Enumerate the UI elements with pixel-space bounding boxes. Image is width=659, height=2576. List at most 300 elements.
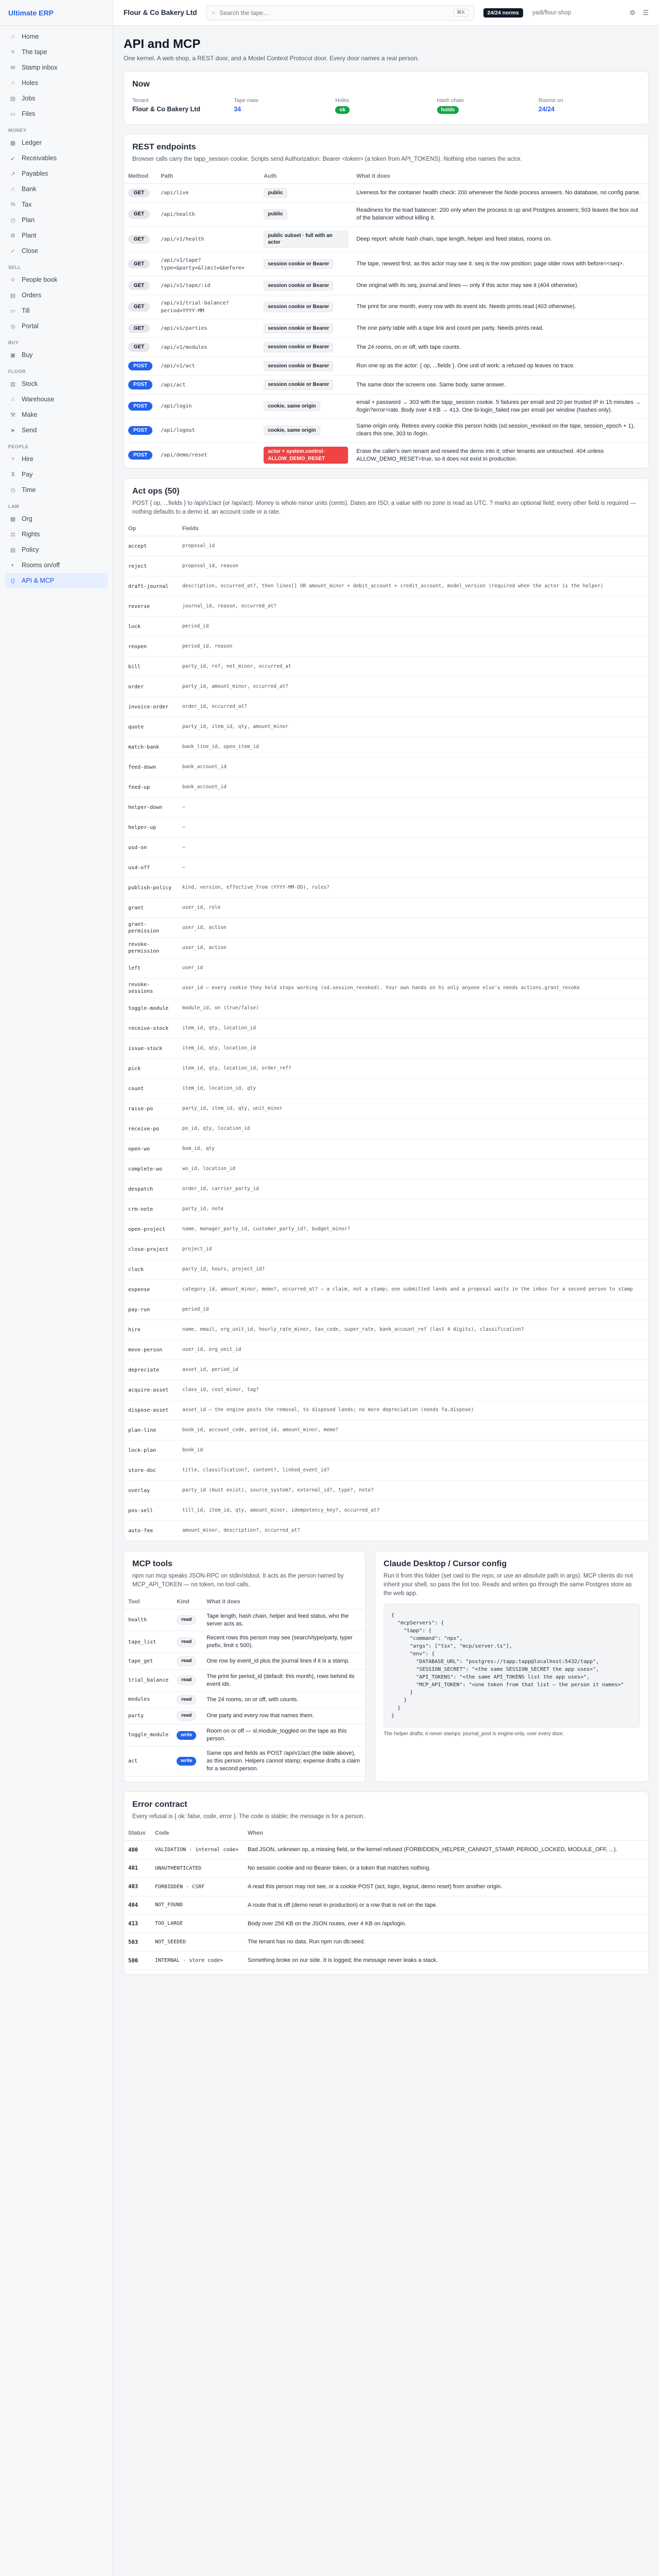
tool-description: One party and every row that names them.	[202, 1708, 365, 1724]
brand-logo[interactable]: Ultimate ERP	[0, 0, 113, 26]
sidebar-item-portal[interactable]	[5, 318, 108, 334]
mcp-tool-row	[124, 1746, 365, 1776]
main-content	[113, 26, 659, 1986]
op-fields: bank_line_id, open_item_id	[178, 737, 648, 757]
auth-badge: cookie, same origin	[264, 401, 320, 412]
op-name: open-wo	[124, 1139, 178, 1159]
endpoint-column-header: Auth	[259, 169, 352, 184]
op-fields: bank_account_id	[178, 757, 648, 777]
op-fields: party_id (must exist), source_system?, external_id?, type?, note?	[178, 1481, 648, 1501]
people-book-icon: ☺	[10, 277, 16, 283]
nav-section-label: SELL	[8, 265, 22, 270]
op-name: revoke-sessions	[124, 978, 178, 998]
now-stat-label: Rooms on	[538, 97, 563, 104]
error-code: TOO_LARGE	[151, 1914, 244, 1933]
op-fields: asset_id, period_id	[178, 1360, 648, 1380]
method-badge: POST	[128, 426, 152, 435]
nav-section-label: BUY	[8, 340, 19, 345]
op-fields: amount_minor, description?, occurred_at?	[178, 1521, 648, 1541]
tool-kind-badge: read	[177, 1637, 196, 1647]
endpoint-path: /api/demo/reset	[161, 452, 207, 459]
op-fields: —	[178, 838, 648, 858]
op-fields: asset_id — the engine posts the removal, to disposed lands; no more depreciation (needs fa.dispose)	[178, 1400, 648, 1420]
op-fields: party_id, hours, project_id?	[178, 1260, 648, 1280]
endpoint-row	[124, 394, 648, 418]
sidebar-item-stock[interactable]	[5, 376, 108, 392]
op-row	[124, 1360, 648, 1380]
search-input[interactable]	[219, 9, 449, 16]
op-row	[124, 1380, 648, 1400]
op-fields: user_id — every cookie they hold stops working (sd.session_revoked). Your own hands on hi only anyone else's needs actions.grant_revoke	[178, 978, 648, 998]
op-name: reopen	[124, 637, 178, 657]
now-stat-text: ok	[335, 106, 350, 114]
sidebar-item-jobs[interactable]	[5, 91, 108, 106]
rest-title: REST endpoints	[132, 143, 196, 151]
method-cell	[124, 443, 157, 468]
errors-table	[124, 1826, 648, 1970]
op-name: reverse	[124, 597, 178, 617]
endpoint-row	[124, 418, 648, 443]
auth-badge: session cookie or Bearer	[264, 380, 333, 390]
method-badge: POST	[128, 380, 152, 389]
endpoint-description: Same-origin only. Retires every cookie this person holds (sd.session_revoked on the tape, session_epoch + 1), clears this one, 303 to /login.	[352, 418, 648, 443]
path-cell	[157, 252, 259, 276]
op-row	[124, 1199, 648, 1219]
ops-column-header: Op	[124, 521, 178, 536]
endpoint-path: /api/login	[161, 403, 192, 410]
sidebar-item-label: Plant	[22, 232, 37, 239]
op-row	[124, 777, 648, 798]
tool-kind-cell	[172, 1631, 202, 1653]
ops-table	[124, 521, 648, 1541]
now-card	[124, 71, 649, 125]
auth-badge: session cookie or Bearer	[264, 361, 333, 371]
path-cell	[157, 183, 259, 202]
error-row	[124, 1952, 648, 1970]
op-row	[124, 958, 648, 978]
op-name: depreciate	[124, 1360, 178, 1380]
endpoint-path: /api/v1/modules	[161, 344, 207, 350]
method-badge: POST	[128, 451, 152, 460]
auth-badge: session cookie or Bearer	[264, 302, 333, 312]
nav-section-label: LAW	[8, 504, 20, 509]
op-fields: order_id, occurred_at?	[178, 697, 648, 717]
sidebar-item-people-book[interactable]	[5, 272, 108, 287]
menu-icon[interactable]: ☰	[643, 8, 649, 16]
receivables-icon: ↙	[10, 155, 15, 162]
sidebar-item-label: Pay	[22, 471, 33, 478]
op-fields: —	[178, 858, 648, 878]
method-cell	[124, 338, 157, 357]
op-name: clock	[124, 1260, 178, 1280]
sidebar-item-home[interactable]	[5, 29, 108, 44]
sidebar-item-files[interactable]	[5, 106, 108, 122]
op-name: overlay	[124, 1481, 178, 1501]
op-row	[124, 1260, 648, 1280]
sidebar-item-buy[interactable]	[5, 347, 108, 363]
orders-icon: ▤	[10, 292, 16, 299]
op-row	[124, 858, 648, 878]
sidebar-item-plant[interactable]	[5, 228, 108, 243]
endpoint-path: /api/v1/parties	[161, 326, 207, 332]
error-status: 500	[124, 1952, 151, 1970]
op-row	[124, 737, 648, 757]
sidebar-item-policy[interactable]	[5, 542, 108, 557]
endpoint-row	[124, 376, 648, 395]
error-when: A read this person may not see, or a cookie POST (act, login, logout, demo reset) from another origin.	[244, 1877, 648, 1896]
method-cell	[124, 357, 157, 376]
tool-kind-cell	[172, 1746, 202, 1776]
op-name: toggle-module	[124, 998, 178, 1019]
auth-cell	[259, 252, 352, 276]
endpoint-column-header: Path	[157, 169, 259, 184]
path-cell	[157, 418, 259, 443]
endpoint-row	[124, 295, 648, 319]
sidebar-item-label: Orders	[22, 292, 42, 299]
auth-cell	[259, 357, 352, 376]
shortcut-hint: ⌘K	[454, 9, 469, 16]
op-row	[124, 998, 648, 1019]
endpoint-row	[124, 202, 648, 227]
payables-icon: ↗	[10, 171, 15, 177]
now-stat-value	[539, 106, 635, 113]
sidebar-item-close[interactable]	[5, 243, 108, 259]
auth-cell	[259, 338, 352, 357]
warehouse-icon: ⌂	[11, 396, 15, 402]
op-name: match-bank	[124, 737, 178, 757]
page-subtitle: One kernel. A web shop, a REST door, and a Model Context Protocol door. Every door names a real person.	[124, 55, 420, 62]
path-cell	[157, 202, 259, 227]
sidebar-item-payables[interactable]	[5, 166, 108, 181]
op-name: lock	[124, 617, 178, 637]
error-code: INTERNAL · store code>	[151, 1952, 244, 1970]
now-stat-label: Tenant	[132, 97, 149, 104]
sidebar-item-ledger[interactable]	[5, 135, 108, 150]
op-row	[124, 757, 648, 777]
sidebar-item-till[interactable]	[5, 303, 108, 318]
tool-name: modules	[124, 1691, 172, 1708]
auth-cell	[259, 226, 352, 252]
sidebar-item-holes[interactable]	[5, 75, 108, 91]
op-fields: project_id	[178, 1240, 648, 1260]
op-row	[124, 1119, 648, 1139]
sidebar-item-rooms-on-off[interactable]	[5, 557, 108, 573]
auth-cell	[259, 418, 352, 443]
sidebar-item-label: Org	[22, 515, 32, 522]
sidebar-item-label: Payables	[22, 170, 48, 177]
op-row	[124, 898, 648, 918]
endpoint-path: /api/act	[161, 382, 186, 388]
mcp-desc: npm run mcp speaks JSON-RPC on stdin/stdout. It acts as the person named by MCP_API_TOKEN — no token, no tool calls.	[132, 1573, 344, 1588]
settings-icon[interactable]: ⚙	[629, 8, 636, 16]
op-row	[124, 657, 648, 677]
errors-title: Error contract	[132, 1800, 187, 1809]
op-fields: name, email, org_unit_id, hourly_rate_minor, tax_code, super_rate, bank_account_ref (last 4 digits), classification?	[178, 1320, 648, 1340]
tenant-slug[interactable]: yadi/flour-shop	[532, 9, 571, 16]
auth-badge: actor + system.control · ALLOW_DEMO_RESET	[264, 447, 348, 464]
error-code: NOT_FOUND	[151, 1896, 244, 1914]
op-fields: user_id	[178, 958, 648, 978]
tool-kind-cell	[172, 1653, 202, 1670]
op-row	[124, 697, 648, 717]
path-cell	[157, 319, 259, 338]
op-name: accept	[124, 536, 178, 556]
auth-badge: session cookie or Bearer	[264, 281, 333, 291]
tool-kind-badge: read	[177, 1675, 196, 1685]
op-row	[124, 1320, 648, 1340]
sidebar-item-label: People book	[22, 276, 58, 283]
op-name: usd-off	[124, 858, 178, 878]
op-fields: party_id, note	[178, 1199, 648, 1219]
tool-kind-badge: write	[177, 1731, 196, 1740]
op-name: lock-plan	[124, 1440, 178, 1461]
mcp-tool-row	[124, 1609, 365, 1631]
sidebar-item-api-mcp[interactable]	[5, 573, 108, 588]
method-badge: GET	[128, 189, 150, 198]
path-cell	[157, 276, 259, 295]
op-name: plan-line	[124, 1420, 178, 1440]
sidebar-item-label: Bank	[22, 185, 37, 193]
error-status: 503	[124, 1933, 151, 1952]
endpoint-description: The one party table with a tape link and count per party. Needs prints.read.	[352, 319, 648, 338]
now-stat-label: Hash chain	[437, 97, 464, 104]
sidebar-item-warehouse[interactable]	[5, 392, 108, 407]
auth-badge: session cookie or Bearer	[264, 259, 333, 269]
op-fields: item_id, location_id, qty	[178, 1079, 648, 1099]
path-cell	[157, 338, 259, 357]
op-fields: item_id, qty, location_id	[178, 1039, 648, 1059]
norms-badge[interactable]: 24/24 norms	[483, 8, 523, 18]
op-row	[124, 1079, 648, 1099]
error-status: 400	[124, 1841, 151, 1859]
rest-desc: Browser calls carry the tapp_session cookie. Scripts send Authorization: Bearer <token> (a token from API_TOKENS). Nothing else names the actor.	[132, 156, 522, 162]
op-fields: user_id, action	[178, 938, 648, 958]
plan-icon: ◷	[10, 217, 15, 224]
auth-cell	[259, 319, 352, 338]
endpoint-description: Readiness for the load balancer: 200 only when the process is up and Postgres answers; 503 leaves the box out of the balancer without killing it.	[352, 202, 648, 227]
op-name: raise-po	[124, 1099, 178, 1119]
tool-kind-cell	[172, 1609, 202, 1631]
now-stat-text[interactable]: 34	[234, 106, 241, 113]
sidebar-item-tax[interactable]	[5, 197, 108, 212]
endpoint-description: The print for one month, every row with its event ids. Needs prints.read (403 otherwise).	[352, 295, 648, 319]
sidebar-item-org[interactable]	[5, 511, 108, 527]
op-name: usd-on	[124, 838, 178, 858]
plant-icon: ⚙	[10, 232, 15, 239]
op-fields: party_id, item_id, qty, amount_minor	[178, 717, 648, 737]
sidebar-item-pay[interactable]	[5, 467, 108, 482]
tool-kind-badge: write	[177, 1757, 196, 1766]
tool-description: The print for period_id (default: this month), rows behind its event ids.	[202, 1669, 365, 1691]
claude-card	[375, 1551, 649, 1782]
op-name: complete-wo	[124, 1159, 178, 1179]
sidebar-item-rights[interactable]	[5, 527, 108, 542]
tool-name: tape_list	[124, 1631, 172, 1653]
mcp-tool-row	[124, 1691, 365, 1708]
tool-description: Same ops and fields as POST /api/v1/act (the table above), as this person. Helpers cannot stamp; expense drafts a claim for a second person.	[202, 1746, 365, 1776]
op-row	[124, 798, 648, 818]
sidebar-item-label: Send	[22, 427, 37, 434]
tool-name: tape_get	[124, 1653, 172, 1670]
op-fields: proposal_id, reason	[178, 556, 648, 577]
op-row	[124, 1400, 648, 1420]
sidebar-item-make[interactable]	[5, 407, 108, 422]
sidebar-item-send[interactable]	[5, 422, 108, 438]
op-row	[124, 1219, 648, 1240]
op-row	[124, 1179, 648, 1199]
sidebar-item-time[interactable]	[5, 482, 108, 498]
error-when: A route that is off (demo reset in production) or a row that is not on the tape.	[244, 1896, 648, 1914]
method-badge: POST	[128, 402, 152, 411]
op-fields: wo_id, location_id	[178, 1159, 648, 1179]
op-name: helper-down	[124, 798, 178, 818]
auth-badge: cookie, same origin	[264, 426, 320, 436]
op-name: grant	[124, 898, 178, 918]
auth-cell	[259, 276, 352, 295]
sidebar-item-label: Holes	[22, 79, 38, 87]
mcp-tool-row	[124, 1724, 365, 1747]
tool-name: trial_balance	[124, 1669, 172, 1691]
endpoint-description: email + password → 303 with the tapp_session cookie. 5 failures per email and 20 per trusted IP in 15 minutes → /login?error=rate. Body over 4 KB → 413. One bi-login_failed row per email per window (hashes only).	[352, 394, 648, 418]
tool-description: One row by event_id plus the journal lines if it is a stamp.	[202, 1653, 365, 1670]
op-fields: title, classification?, content?, linked_event_id?	[178, 1461, 648, 1481]
ledger-icon: ▦	[10, 140, 16, 146]
tenant-name[interactable]: Flour & Co Bakery Ltd	[124, 9, 197, 16]
mcp-column-header: What it does	[202, 1595, 365, 1609]
op-name: move-person	[124, 1340, 178, 1360]
auth-badge: public	[264, 209, 287, 219]
sidebar-item-label: Home	[22, 33, 39, 40]
auth-cell	[259, 183, 352, 202]
tool-description: Recent rows this person may see (search/type/party, typer prefix, limit ≤ 500).	[202, 1631, 365, 1653]
sidebar-item-bank[interactable]	[5, 181, 108, 197]
endpoint-path: /api/live	[161, 190, 189, 196]
claude-desc: Run it from this folder (set cwd to the repo, or use an absolute path in args). MCP clients do not inherit your shell, so pass the list too. Reads and writes go through the same Postgres store as the web app.	[384, 1573, 633, 1597]
error-status: 413	[124, 1914, 151, 1933]
sidebar-item-label: Buy	[22, 351, 33, 359]
auth-cell	[259, 376, 352, 395]
sidebar-item-label: Ledger	[22, 139, 42, 146]
tool-name: party	[124, 1708, 172, 1724]
endpoints-table	[124, 169, 648, 468]
sidebar-item-hire[interactable]	[5, 451, 108, 467]
tool-kind-cell	[172, 1724, 202, 1747]
error-code: UNAUTHENTICATED	[151, 1859, 244, 1878]
endpoint-path: /api/v1/health	[161, 236, 204, 242]
op-fields: bom_id, qty	[178, 1139, 648, 1159]
sidebar-item-label: Policy	[22, 546, 39, 553]
sidebar-item-label: Stock	[22, 380, 38, 387]
op-row	[124, 878, 648, 898]
method-cell	[124, 394, 157, 418]
op-row	[124, 1159, 648, 1179]
op-row	[124, 838, 648, 858]
error-row	[124, 1841, 648, 1859]
now-stat-label: Holes	[335, 97, 350, 104]
op-name: acquire-asset	[124, 1380, 178, 1400]
method-cell	[124, 202, 157, 227]
nav-section-label: PEOPLE	[8, 444, 29, 449]
op-row	[124, 597, 648, 617]
op-name: expense	[124, 1280, 178, 1300]
mcp-column-header: Tool	[124, 1595, 172, 1609]
tool-kind-cell	[172, 1708, 202, 1724]
now-stat	[234, 95, 335, 116]
op-name: hire	[124, 1320, 178, 1340]
sidebar-item-label: Receivables	[22, 155, 57, 162]
path-cell	[157, 394, 259, 418]
tool-name: act	[124, 1746, 172, 1776]
mcp-tool-row	[124, 1708, 365, 1724]
method-badge: GET	[128, 343, 150, 352]
endpoint-description: The same door the screens use. Same body, same answer.	[352, 376, 648, 395]
auth-badge: public	[264, 188, 287, 198]
method-cell	[124, 376, 157, 395]
tool-kind-badge: read	[177, 1711, 196, 1721]
endpoint-row	[124, 183, 648, 202]
tax-icon: %	[10, 201, 15, 208]
search-box[interactable]	[206, 5, 474, 21]
endpoint-column-header: What it does	[352, 169, 648, 184]
op-row	[124, 1501, 648, 1521]
method-cell	[124, 319, 157, 338]
now-grid	[124, 89, 648, 124]
now-stat-text: 24/24	[538, 106, 555, 113]
sidebar-item-label: Jobs	[22, 95, 36, 102]
method-badge: GET	[128, 235, 150, 244]
error-row	[124, 1896, 648, 1914]
sidebar-item-orders[interactable]	[5, 287, 108, 303]
op-row	[124, 1280, 648, 1300]
endpoint-description: The 24 rooms, on or off, with tape counts.	[352, 338, 648, 357]
op-row	[124, 1420, 648, 1440]
sidebar-item-the-tape[interactable]	[5, 44, 108, 60]
config-code[interactable]: { "mcpServers": { "tapp": { "command": "npx", "args": ["tsx", "mcp/server.ts"], "env": { "DATABASE_URL": "postgres://tapp:tapp@localhost:5432/tapp", "SESSION_SECRET": "<the same SESSION_SECRET the app uses>", "API_TOKENS": "<the same API_TOKENS list the app uses>", "MCP_API_TOKEN": "<one token from that list — the person it names>" } } } }	[384, 1604, 640, 1727]
endpoint-description: Liveness for the container health check: 200 whenever the Node process answers. No database, no config parse.	[352, 183, 648, 202]
endpoint-row	[124, 226, 648, 252]
pay-icon: $	[11, 471, 15, 478]
sidebar-item-plan[interactable]	[5, 212, 108, 228]
tool-kind-cell	[172, 1691, 202, 1708]
sidebar	[0, 0, 113, 2576]
method-cell	[124, 252, 157, 276]
method-badge: POST	[128, 362, 152, 371]
op-name: feed-up	[124, 777, 178, 798]
error-status: 403	[124, 1877, 151, 1896]
op-fields: order_id, carrier_party_id	[178, 1179, 648, 1199]
endpoint-path: /api/logout	[161, 427, 195, 433]
error-when: Bad JSON, unknown op, a missing field, or the kernel refused (FORBIDDEN_HELPER_CANNOT_STAMP, PERIOD_LOCKED, MODULE_OFF, ...).	[244, 1841, 648, 1859]
sidebar-item-stamp-inbox[interactable]	[5, 60, 108, 75]
files-icon: ▭	[10, 111, 16, 117]
stock-icon: ▥	[10, 381, 16, 387]
method-badge: GET	[128, 324, 150, 333]
tool-description: Tape length, hash chain, helper and feed status, who the server acts as.	[202, 1609, 365, 1631]
api-mcp-icon: ⟨⟩	[10, 578, 15, 584]
op-name: store-doc	[124, 1461, 178, 1481]
op-fields: party_id, amount_minor, occurred_at?	[178, 677, 648, 697]
op-name: bill	[124, 657, 178, 677]
sidebar-item-receivables[interactable]	[5, 150, 108, 166]
op-fields: bank_account_id	[178, 777, 648, 798]
sidebar-nav	[0, 26, 113, 591]
op-name: dispose-asset	[124, 1400, 178, 1420]
error-column-header: Code	[151, 1826, 244, 1841]
op-fields: user_id, action	[178, 918, 648, 938]
op-fields: item_id, qty, location_id, order_ref?	[178, 1059, 648, 1079]
op-row	[124, 938, 648, 958]
op-row	[124, 717, 648, 737]
